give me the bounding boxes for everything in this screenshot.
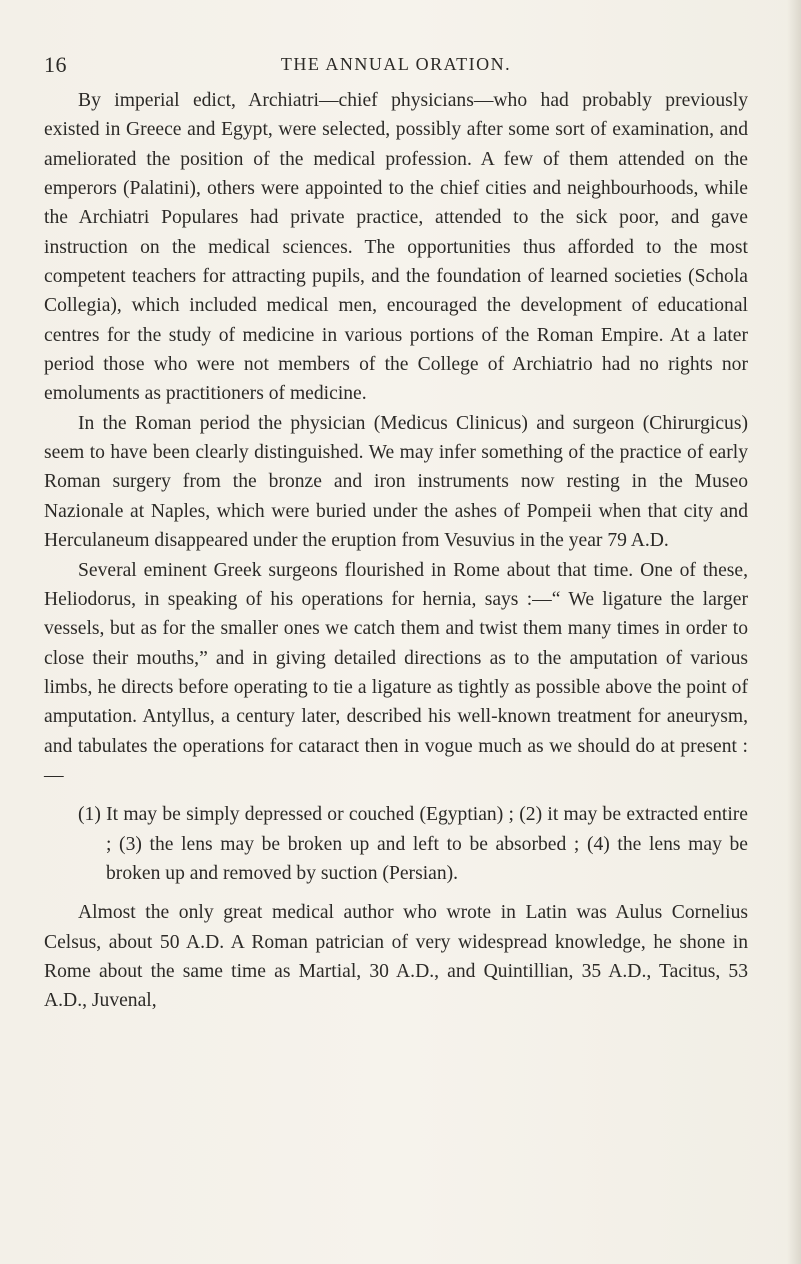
paragraph-celsus: Almost the only great medical author who wrote in Latin was Aulus Cornelius Celsus, about 50 A.D. A Roman patrician of very widespread knowledge, he shone in Rome about the same time as Martial, 30 A.D., and Quintillian, 35 A.D., Tacitus, 53 A.D., Juvenal, — [44, 902, 748, 1012]
paragraph-roman-period: In the Roman period the physician (Medicus Clinicus) and surgeon (Chirurgicus) seem to have been clearly distinguished. We may infer something of the practice of early Roman surgery from the bronze and iron instruments now resting in the Museo Nazionale at Naples, which were buried under the ashes of Pompeii when that city and Herculaneum disappeared under the eruption from Vesuvius in the year 79 A.D. — [44, 412, 748, 552]
cataract-operations-list: (1) It may be simply depressed or couched (Egyptian) ; (2) it may be extracted entire ; (3) the lens may be broken up and left to be absorbed ; (4) the lens may be broken up and removed by suction (Persian). — [78, 804, 748, 884]
page-header — [44, 52, 748, 82]
body-text — [44, 86, 748, 1016]
page-edge-shadow — [787, 0, 801, 1264]
page-number: 16 — [44, 52, 67, 77]
paragraph-archiatri: By imperial edict, Archiatri—chief physicians—who had probably previously existed in Greece and Egypt, were selected, possibly after some sort of examination, and ameliorated the position of the medical profession. A few of them attended on the emperors (Palatini), others were appointed to the chief cities and neighbourhoods, while the Archiatri Populares had private practice, attended to the sick poor, and gave instruction on the medical sciences. The opportunities thus afforded to the most competent teachers for attracting pupils, and the foundation of learned societies (Schola Collegia), which included medical men, encouraged the development of educational centres for the study of medicine in various portions of the Roman Empire. At a later period those who were not members of the College of Archiatrio had no rights nor emoluments as practitioners of medicine. — [44, 90, 748, 405]
paragraph-greek-surgeons: Several eminent Greek surgeons flourished in Rome about that time. One of these, Heliodorus, in speaking of his operations for hernia, says :—“ We ligature the larger vessels, but as for the smaller ones we catch them and twist them many times in order to close their mouths,” and in giving detailed directions as to the amputation of various limbs, he directs before operating to tie a ligature as tightly as possible above the point of amputation. Antyllus, a century later, described his well-known treatment for aneurysm, and tabulates the operations for cataract then in vogue much as we should do at present :— — [44, 559, 748, 786]
running-title: THE ANNUAL ORATION. — [280, 54, 512, 74]
